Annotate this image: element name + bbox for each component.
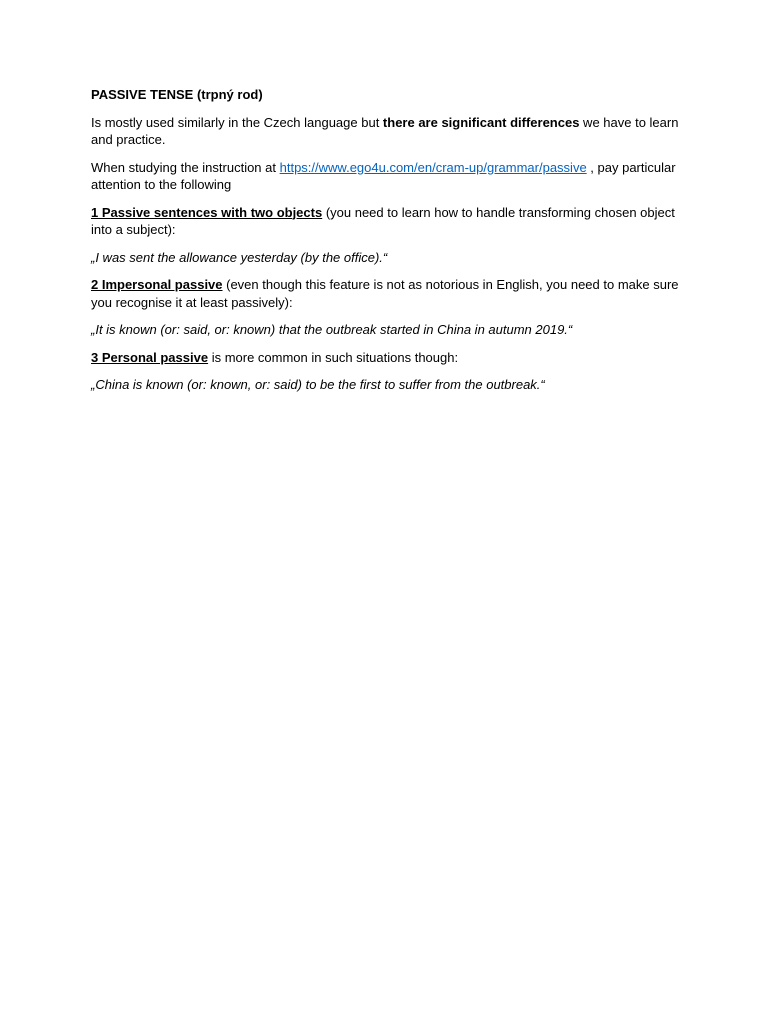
section-3-example: „China is known (or: known, or: said) to be the first to suffer from the outbreak.“ <box>91 377 545 392</box>
intro-paragraph <box>91 114 681 149</box>
section-1-heading: 1 Passive sentences with two objects <box>91 204 323 220</box>
section-1-text: (you need to learn how to handle transforming chosen object into a subject): <box>91 204 675 237</box>
intro-text-bold: there are significant differences <box>382 114 580 130</box>
intro-text-before: Is mostly used similarly in the Czech language but <box>91 114 383 130</box>
section-3-text: is more common in such situations though: <box>208 349 459 365</box>
section-2-heading: 2 Impersonal passive <box>91 277 223 292</box>
section-2-example: „It is known (or: said, or: known) that the outbreak started in China in autumn 2019.“ <box>91 322 573 337</box>
document-title: PASSIVE TENSE (trpný rod) <box>91 87 263 102</box>
section-3-heading: 3 Personal passive <box>91 349 209 365</box>
intro-text-after: we have to learn and practice. <box>91 114 679 147</box>
grammar-passive-link[interactable]: https://www.ego4u.com/en/cram-up/grammar/passive <box>279 159 587 175</box>
section-2-paragraph <box>91 276 681 311</box>
section-3-paragraph <box>91 349 681 367</box>
section-1-example: „I was sent the allowance yesterday (by the office).“ <box>91 249 388 265</box>
instruction-paragraph <box>91 159 681 194</box>
instruction-text-before: When studying the instruction at <box>91 159 280 175</box>
instruction-text-after: , pay particular attention to the following <box>91 159 676 192</box>
document-body <box>91 86 681 404</box>
section-2-text: (even though this feature is not as notorious in English, you need to make sure you recognise it at least passively): <box>91 277 679 310</box>
section-1-paragraph <box>91 204 681 239</box>
